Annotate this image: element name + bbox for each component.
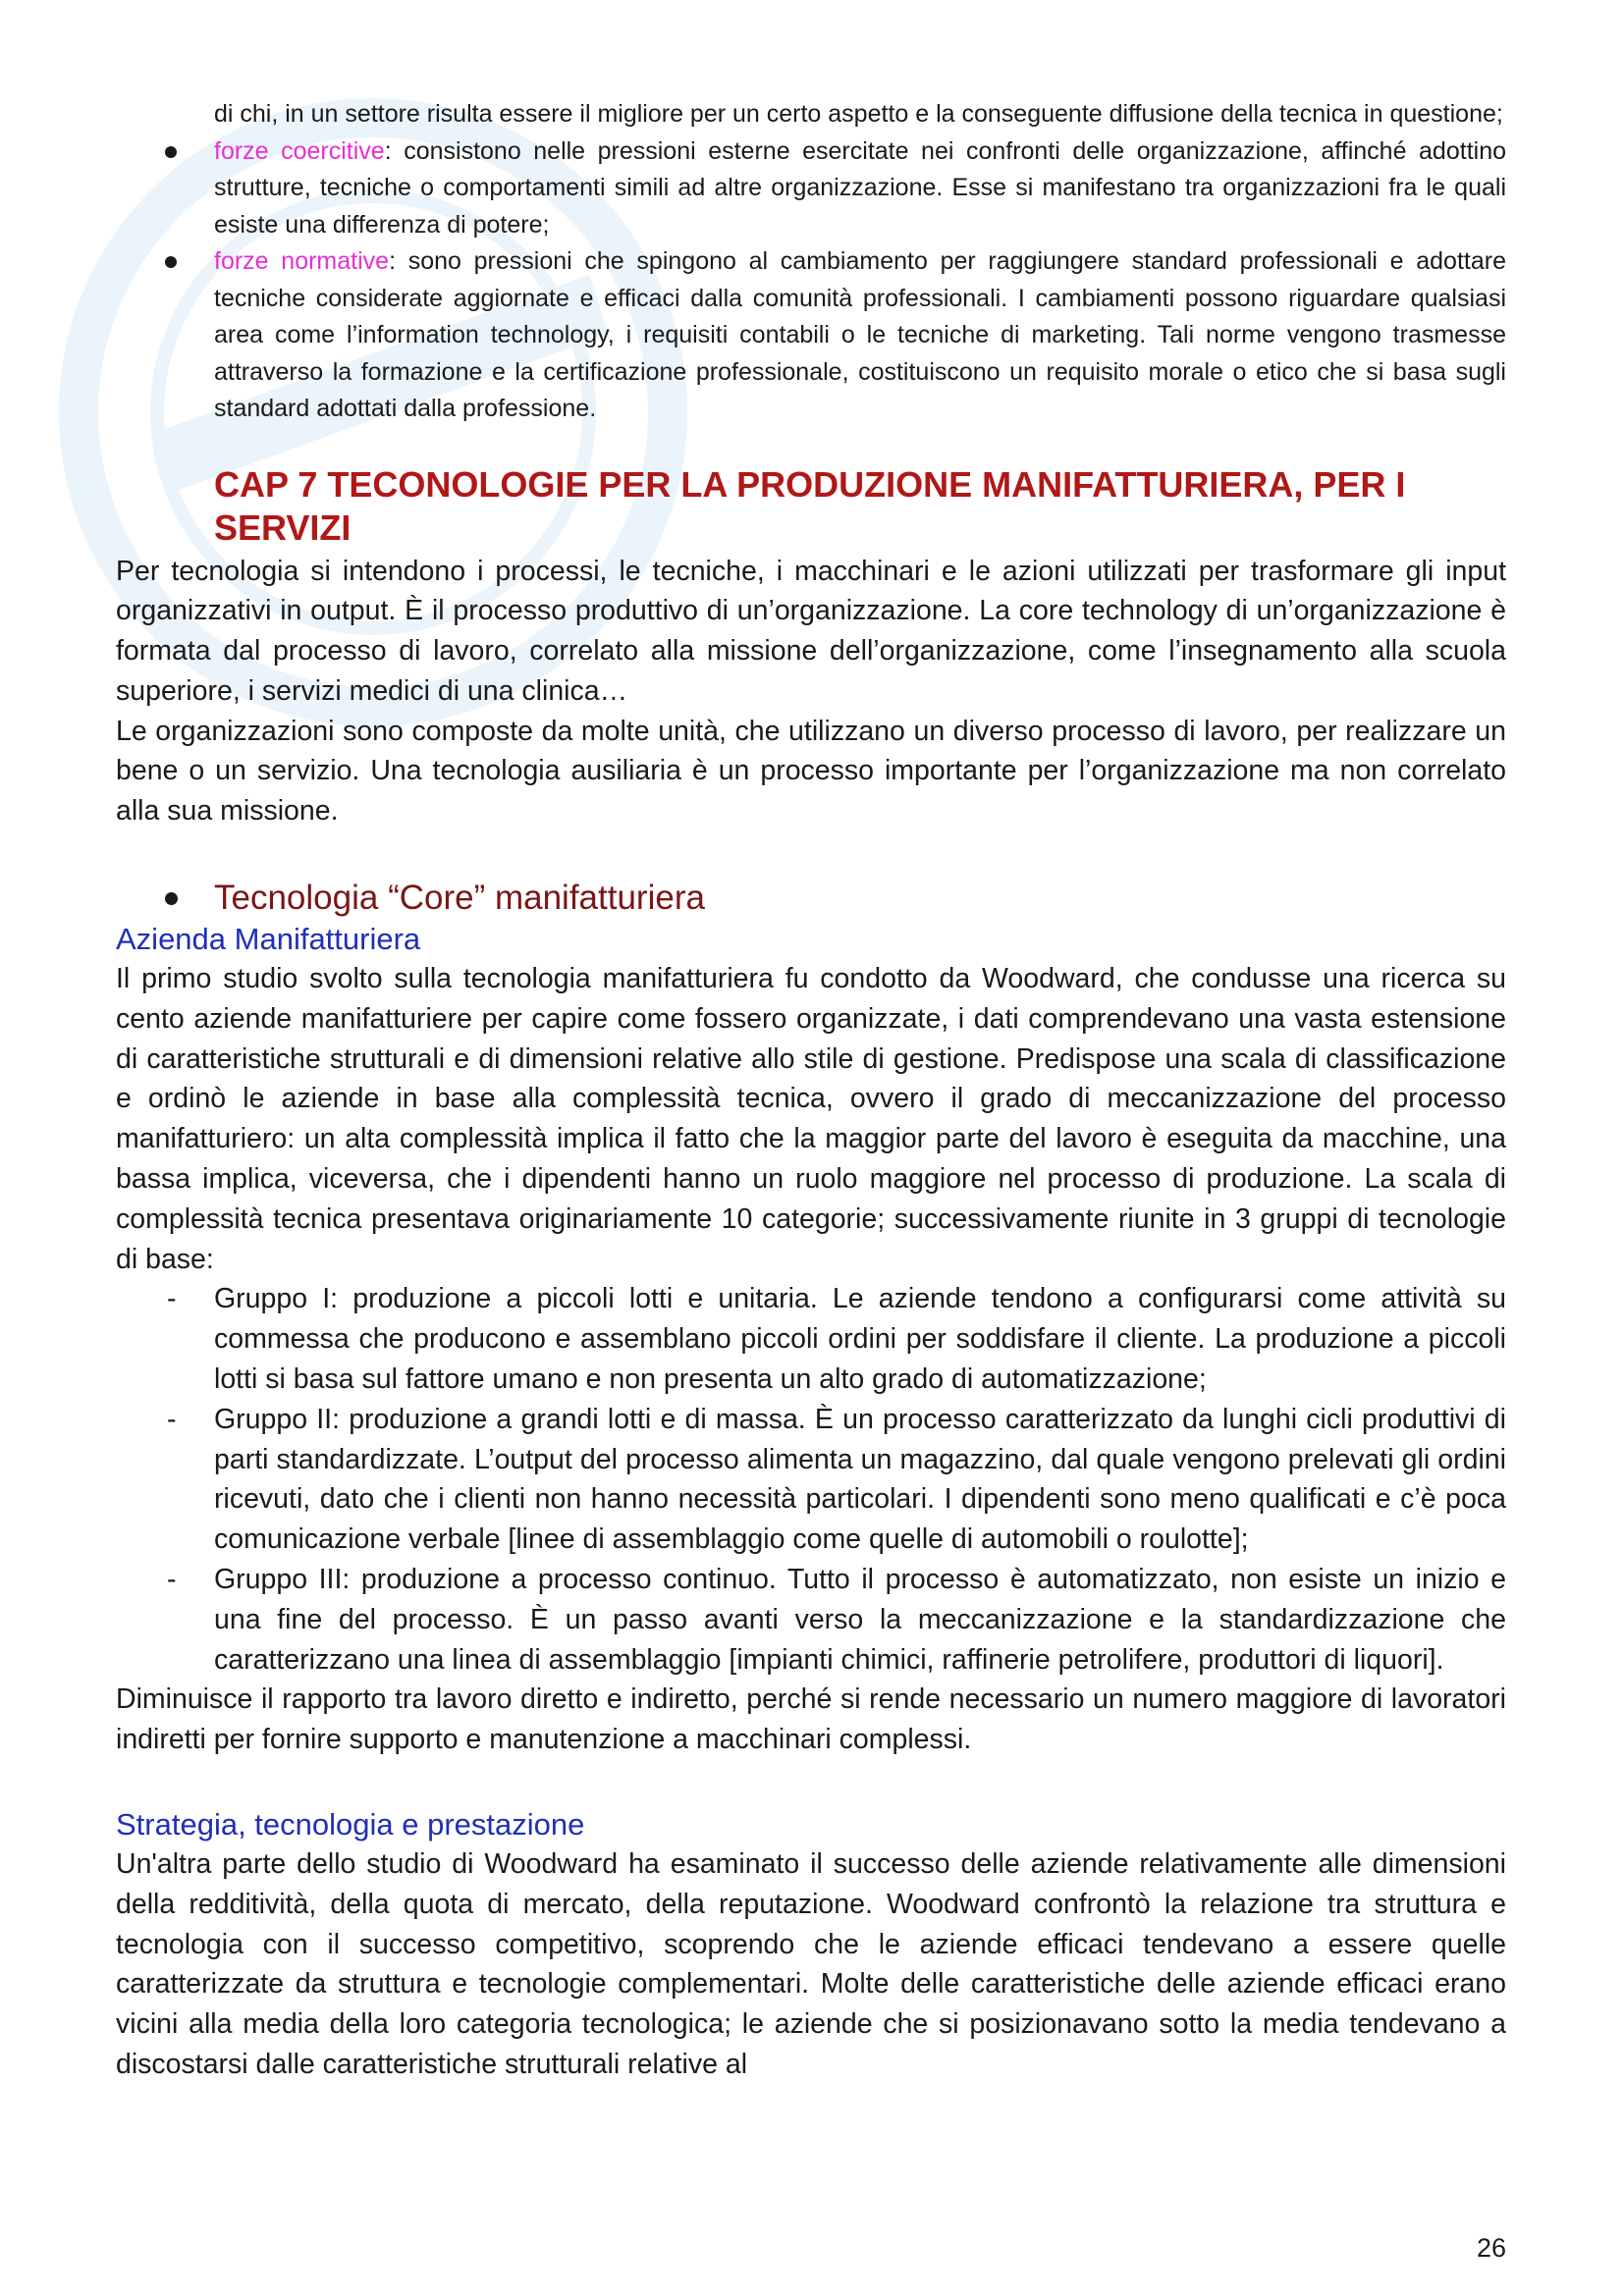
dash-icon: - bbox=[167, 1564, 177, 1596]
group-text: Gruppo III: produzione a processo continuo. Tutto il processo è automatizzato, non esiste un inizio e una fine del processo. È un passo avanti verso la meccanizzazione e la standardizzazione che caratterizzano una linea di assemblaggio [impianti chimici, raffinerie petrolifere, produttori di liquori]. bbox=[214, 1564, 1506, 1676]
topic-heading bbox=[116, 877, 1506, 920]
list-item bbox=[116, 133, 1506, 244]
bullet-icon bbox=[165, 256, 177, 268]
term-label: forze normative bbox=[214, 247, 390, 275]
groups-list bbox=[116, 1279, 1506, 1680]
forces-list bbox=[116, 133, 1506, 428]
dash-icon: - bbox=[167, 1283, 177, 1315]
section-paragraph: Il primo studio svolto sulla tecnologia manifatturiera fu condotto da Woodward, che condusse una ricerca su cento aziende manifatturiere per capire come fossero organizzate, i dati comprendevano una vasta estensione di caratteristiche strutturali e di dimensioni relative allo stile di gestione. Predispose una scala di classificazione e ordinò le aziende in base alla complessità tecnica, ovvero il grado di meccanizzazione del processo manifatturiero: un alta complessità implica il fatto che la maggior parte del lavoro è eseguita da macchine, una bassa implica, viceversa, che i dipendenti hanno un ruolo maggiore nel processo di produzione. La scala di complessità tecnica presentava originariamente 10 categorie; successivamente riunite in 3 gruppi di tecnologie di base: bbox=[116, 963, 1506, 1275]
bullet-icon bbox=[165, 146, 177, 158]
intro-paragraph: Le organizzazioni sono composte da molte unità, che utilizzano un diverso processo di lavoro, per realizzare un bene o un servizio. Una tecnologia ausiliaria è un processo importante per l’organizzazione ma non correlato alla sua missione. bbox=[116, 715, 1506, 828]
section-heading: Strategia, tecnologia e prestazione bbox=[116, 1807, 585, 1842]
group-text: Gruppo II: produzione a grandi lotti e di massa. È un processo caratterizzato da lunghi cicli produttivi di parti standardizzate. L’output del processo alimenta un magazzino, dal quale vengono prelevati gli ordini ricevuti, dato che i clienti non hanno necessità particolari. I dipendenti sono meno qualificati e c’è poca comunicazione verbale [linee di assemblaggio come quelle di automobili o roulotte]; bbox=[214, 1403, 1506, 1556]
closing-paragraph: Diminuisce il rapporto tra lavoro diretto e indiretto, perché si rende necessario un numero maggiore di lavoratori indiretti per fornire supporto e manutenzione a macchinari complessi. bbox=[116, 1683, 1506, 1756]
list-item bbox=[116, 1279, 1506, 1399]
section-heading: Azienda Manifatturiera bbox=[116, 922, 421, 957]
list-item bbox=[116, 243, 1506, 428]
section-paragraph: Un'altra parte dello studio di Woodward ha esaminato il successo delle aziende relativamente alle dimensioni della redditività, della quota di mercato, della reputazione. Woodward confrontò la relazione tra struttura e tecnologia con il successo competitivo, scoprendo che le aziende efficaci tendevano a essere quelle caratterizzate da struttura e tecnologie complementari. Molte delle caratteristiche delle aziende efficaci erano vicini alla media della loro categoria tecnologica; le aziende che si posizionavano sotto la media tendevano a discostarsi dalle caratteristiche strutturali relative al bbox=[116, 1848, 1506, 2080]
page-number: 26 bbox=[1476, 2233, 1506, 2263]
topic-title: Tecnologia “Core” manifatturiera bbox=[214, 879, 705, 918]
list-item bbox=[116, 1560, 1506, 1680]
term-description: : consistono nelle pressioni esterne esercitate nei confronti delle organizzazione, affinché adottino strutture, tecniche o comportamenti simili ad altre organizzazione. Esse si manifestano tra organizzazioni fra le quali esiste una differenza di potere; bbox=[214, 136, 1506, 239]
term-description: : sono pressioni che spingono al cambiamento per raggiungere standard professionali e adottare tecniche considerate aggiornate e efficaci dalla comunità professionali. I cambiamenti possono riguardare qualsiasi area come l’information technology, i requisiti contabili o le tecniche di marketing. Tali norme vengono trasmesse attraverso la formazione e la certificazione professionale, costituiscono un requisito morale o etico che si basa sugli standard adottati dalla professione. bbox=[214, 247, 1506, 422]
intro-paragraph: Per tecnologia si intendono i processi, le tecniche, i macchinari e le azioni utilizzati per trasformare gli input organizzativi in output. È il processo produttivo di un’organizzazione. La core technology di un’organizzazione è formata dal processo di lavoro, correlato alla missione dell’organizzazione, come l’insegnamento alla scuola superiore, i servizi medici di una clinica… bbox=[116, 555, 1506, 707]
term-label: forze coercitive bbox=[214, 136, 385, 165]
chapter-title: CAP 7 TECONOLOGIE PER LA PRODUZIONE MANIFATTURIERA, PER I SERVIZI bbox=[214, 463, 1406, 548]
continuation-text: di chi, in un settore risulta essere il migliore per un certo aspetto e la conseguente diffusione della tecnica in questione; bbox=[214, 100, 1503, 128]
group-text: Gruppo I: produzione a piccoli lotti e unitaria. Le aziende tendono a configurarsi come attività su commessa che producono e assemblano piccoli ordini per soddisfare il cliente. La produzione a piccoli lotti si basa sul fattore umano e non presenta un alto grado di automatizzazione; bbox=[214, 1283, 1506, 1396]
bullet-icon bbox=[165, 892, 178, 905]
list-item bbox=[116, 1400, 1506, 1560]
page-content bbox=[116, 96, 1506, 2085]
dash-icon: - bbox=[167, 1403, 177, 1435]
